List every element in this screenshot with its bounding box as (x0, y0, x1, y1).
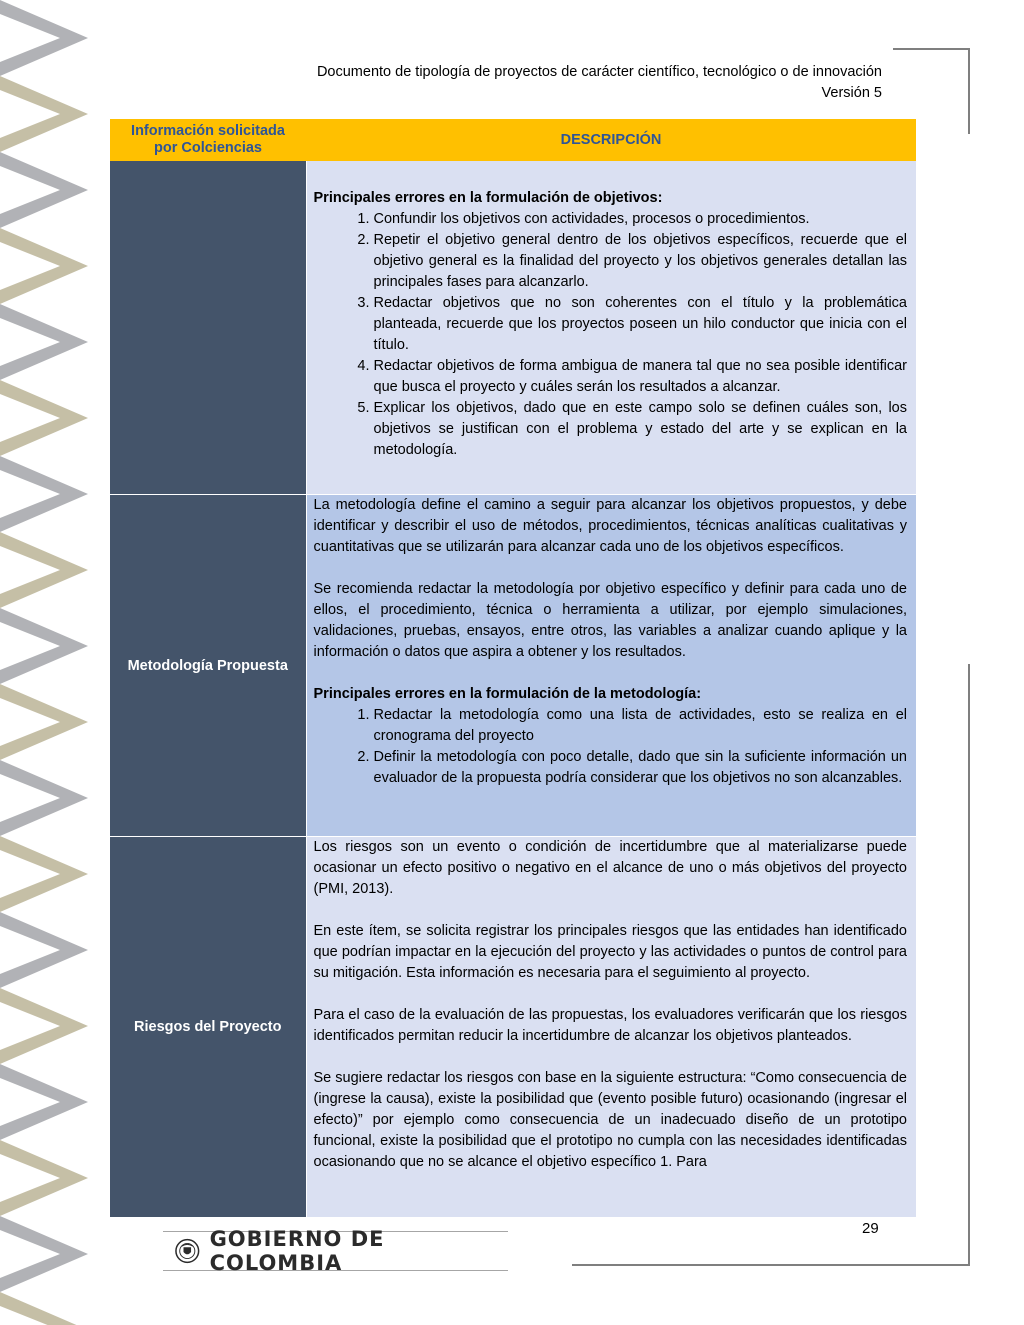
row-description (306, 495, 916, 837)
coat-of-arms-icon (175, 1238, 200, 1264)
chevron-shape (0, 380, 88, 456)
row-label (110, 161, 306, 495)
information-table (110, 119, 916, 1218)
document-title: Documento de tipología de proyectos de carácter científico, tecnológico o de innovación (316, 64, 882, 80)
errors-list (314, 705, 908, 789)
chevron-shape (0, 1292, 88, 1325)
row-label: Riesgos del Proyecto (110, 837, 306, 1218)
list-item: 2. Definir la metodología con poco detalle, dado que sin la suficiente información un evaluador de la propuesta podría considerar que los objetivos no son alcanzables. (374, 747, 908, 789)
paragraph: En este ítem, se solicita registrar los principales riesgos que las entidades han identificado que podrían impactar en la ejecución del proyecto y las actividades o puntos de control para su mitigación. Esta información es necesaria para el seguimiento al proyecto. (313, 923, 907, 981)
chevron-shape (0, 1216, 88, 1292)
government-logo (163, 1227, 508, 1275)
chevron-shape (0, 1140, 88, 1216)
column-header-description: DESCRIPCIÓN (306, 119, 916, 161)
section-heading: Principales errores en la formulación de objetivos: (313, 190, 663, 206)
paragraph: Se sugiere redactar los riesgos con base en la siguiente estructura: “Como consecuencia de (ingrese la causa), existe la posibilidad que (evento posible futuro) ocasionando (ingresar el efecto)” por ejemplo como consecuencia de un inadecuado diseño de un prototipo funcional, existe la posibilidad que el prototipo no cumpla con las necesidades identificadas ocasionando que no se alcance el objetivo específico 1. Para (313, 1070, 907, 1170)
errors-list (314, 209, 908, 461)
chevron-shape (0, 152, 88, 228)
frame-bottom-line (572, 1264, 970, 1266)
chevron-shape (0, 684, 88, 760)
chevron-shape (0, 304, 88, 380)
chevron-shape (0, 228, 88, 304)
paragraph: La metodología define el camino a seguir para alcanzar los objetivos propuestos, y debe identificar y describir el uso de métodos, procedimientos, técnicas analíticas cualitativas y cuantitativas que se utilizarán para alcanzar cada uno de los objetivos específicos. (313, 497, 907, 555)
chevron-shape (0, 836, 88, 912)
column-header-info: Información solicitada por Colciencias (110, 119, 306, 161)
frame-top-line (893, 48, 970, 50)
chevron-shape (0, 608, 88, 684)
list-item: 5. Explicar los objetivos, dado que en este campo solo se definen cuáles son, los objetivos se justifican con el problema y estado del arte y se explican en la metodología. (374, 398, 908, 461)
chevron-shape (0, 912, 88, 988)
chevron-shape (0, 988, 88, 1064)
chevron-shape (0, 532, 88, 608)
row-description (306, 161, 916, 495)
logo-text: GOBIERNO DE COLOMBIA (209, 1227, 385, 1275)
list-item: 4. Redactar objetivos de forma ambigua de manera tal que no sea posible identificar que busca el proyecto y cuáles serán los resultados a alcanzar. (374, 356, 908, 398)
table-row (110, 161, 916, 495)
chevron-shape (0, 760, 88, 836)
table-row (110, 495, 916, 837)
row-label: Metodología Propuesta (110, 495, 306, 837)
chevron-shape (0, 0, 88, 76)
frame-right-line-bottom (968, 664, 970, 1266)
list-item: 1. Redactar la metodología como una lista de actividades, esto se realiza en el cronograma del proyecto (374, 705, 908, 747)
chevron-border-decoration (0, 0, 92, 1325)
row-description (306, 837, 916, 1218)
list-item: 1. Confundir los objetivos con actividades, procesos o procedimientos. (374, 209, 908, 230)
document-header (162, 62, 882, 104)
paragraph: Para el caso de la evaluación de las propuestas, los evaluadores verificarán que los riesgos identificados permitan reducir la incertidumbre de alcanzar los objetivos planteados. (313, 1007, 907, 1044)
paragraph: Los riesgos son un evento o condición de incertidumbre que al materializarse puede ocasionar un efecto positivo o negativo en el alcance de uno o más objetivos del proyecto (PMI, 2013). (313, 839, 907, 897)
page-number: 29 (862, 1220, 879, 1237)
frame-right-line-top (968, 48, 970, 134)
list-item: 3. Redactar objetivos que no son coherentes con el título y la problemática planteada, recuerde que los proyectos poseen un hilo conductor que inicia con el título. (374, 293, 908, 356)
chevron-shape (0, 76, 88, 152)
chevron-shape (0, 456, 88, 532)
list-item: 2. Repetir el objetivo general dentro de los objetivos específicos, recuerde que el objetivo general es la finalidad del proyecto y los objetivos generales detallan las principales fases para alcanzarlo. (374, 230, 908, 293)
document-version: Versión 5 (821, 85, 882, 101)
table-row (110, 837, 916, 1218)
section-heading: Principales errores en la formulación de la metodología: (313, 686, 702, 702)
chevron-shape (0, 1064, 88, 1140)
paragraph: Se recomienda redactar la metodología por objetivo específico y definir para cada uno de ellos, el procedimiento, técnica o herramienta a utilizar, por ejemplo simulaciones, validaciones, pruebas, ensayos, entre otros, las variables a analizar cuando aplique y la información o datos que aspira a obtener y los resultados. (313, 581, 907, 660)
